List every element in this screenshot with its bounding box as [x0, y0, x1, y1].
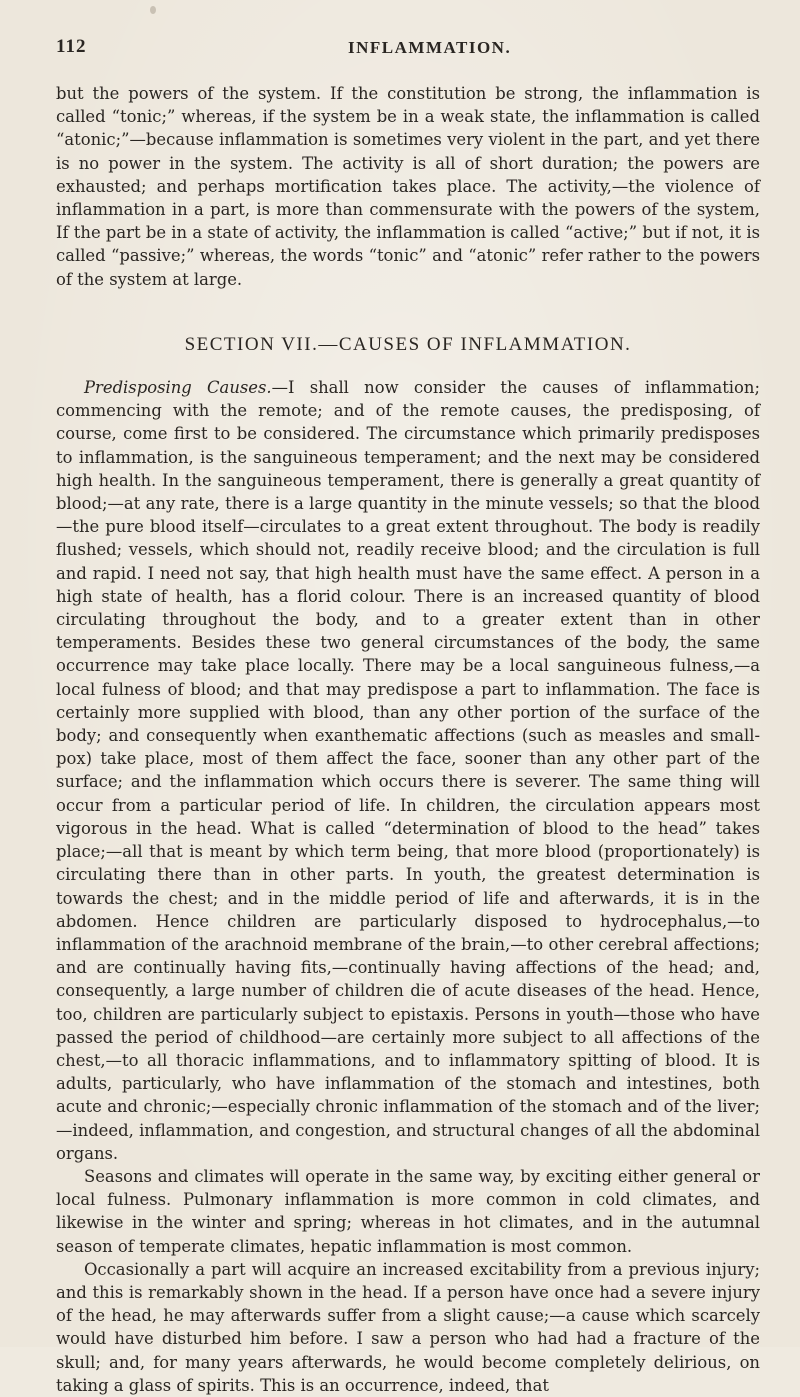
page-number: 112	[56, 36, 87, 57]
predisposing-text: —I shall now consider the causes of inflammation; commencing with the remote; and of the remote causes, the predisposing, of course, come first to be considered. The circumstance which primarily predisposes to inflammation, is the sanguineous temperament; and the next may be considered high health. In the sanguineous temperament, there is generally a great quantity of blood;—at any rate, there is a large quantity in the minute vessels; so that the blood—the pure blood itself—circulates to a great extent throughout. The body is readily flushed; vessels, which should not, readily receive blood; and the circulation is full and rapid. I need not say, that high health must have the same effect. A person in a high state of health, has a florid colour. There is an increased quantity of blood circulating throughout the body, and to a greater extent than in other temperaments. Besides these two general circumstances of the body, the same occurrence may take place locally. There may be a local sanguineous fulness,—a local fulness of blood; and that may predispose a part to inflammation. The face is certainly more supplied with blood, than any other portion of the surface of the body; and consequently when exanthematic affections (such as measles and small-pox) take place, most of them affect the face, sooner than any other part of the surface; and the inflammation which occurs there is severer. The same thing will occur from a particular period of life. In children, the circulation appears most vigorous in the head. What is called “determination of blood to the head” takes place;—all that is meant by which term being, that more blood (proportionately) is circulating there than in other parts. In youth, the greatest determination is towards the chest; and in the middle period of life and afterwards, it is in the abdomen. Hence children are particularly disposed to hydrocephalus,—to inflammation of the arachnoid membrane of the brain,—to other cerebral affections; and are continually having fits,—continually having affections of the head; and, consequently, a large number of children die of acute diseases of the head. Hence, too, children are particularly subject to epistaxis. Persons in youth—those who have passed the period of childhood—are certainly more subject to all affections of the chest,—to all thoracic inflammations, and to inflammatory spitting of blood. It is adults, particularly, who have inflammation of the stomach and intestines, both acute and chronic;—especially chronic inflammation of the stomach and of the liver;—indeed, inflammation, and congestion, and structural changes of all the abdominal organs.	[56, 378, 760, 1163]
paper-fleck	[150, 6, 156, 14]
running-head	[56, 36, 760, 66]
body-text	[56, 82, 760, 1397]
paragraph-predisposing	[56, 376, 760, 1165]
running-title: INFLAMMATION.	[348, 38, 512, 57]
predisposing-label: Predisposing Causes.	[84, 378, 272, 398]
section-heading: SECTION VII.—CAUSES OF INFLAMMATION.	[184, 333, 632, 355]
paragraph-intro: but the powers of the system. If the constitution be strong, the inflammation is called “tonic;” whereas, if the system be in a weak state, the inflammation is called “atonic;”—because inflammation is sometimes very violent in the part, and yet there is no power in the system. The activity is all of short duration; the powers are exhausted; and perhaps mortification takes place. The activity,—the violence of inflammation in a part, is more than commensurate with the powers of the system, If the part be in a state of activity, the inflammation is called “active;” but if not, it is called “passive;” whereas, the words “tonic” and “atonic” refer rather to the powers of the system at large.	[56, 84, 760, 289]
paragraph-occasionally: Occasionally a part will acquire an increased excitability from a previous injury; and this is remarkably shown in the head. If a person have once had a severe injury of the head, he may afterwards suffer from a slight cause;—a cause which scarcely would have disturbed him before. I saw a person who had had a fracture of the skull; and, for many years afterwards, he would become completely delirious, on taking a glass of spirits. This is an occurrence, indeed, that	[56, 1259, 760, 1395]
paragraph-seasons: Seasons and climates will operate in the same way, by exciting either general or local fulness. Pulmonary inflammation is more common in cold climates, and likewise in the winter and spring; whereas in hot climates, and in the autumnal season of temperate climates, hepatic inflammation is most common.	[56, 1166, 760, 1256]
